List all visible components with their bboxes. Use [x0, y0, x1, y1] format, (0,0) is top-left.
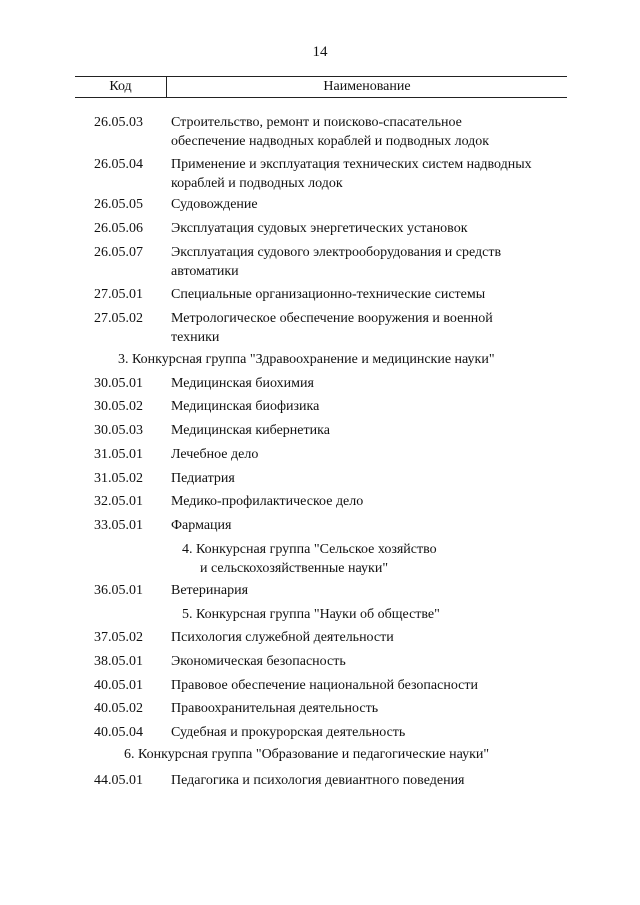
specialty-name-line: кораблей и подводных лодок [171, 176, 343, 191]
specialty-name-line: Ветеринария [171, 583, 249, 598]
header-name: Наименование [323, 79, 411, 94]
specialty-name [171, 516, 571, 535]
specialty-name-line: Педиатрия [171, 471, 235, 486]
specialty-name-line: Специальные организационно-технические системы [171, 287, 486, 302]
specialty-code: 27.05.02 [94, 311, 143, 326]
specialty-name-line: Медицинская биофизика [171, 399, 320, 414]
group-heading-line: 6. Конкурсная группа "Образование и педагогические науки" [124, 747, 490, 762]
specialty-name-line: Применение и эксплуатация технических систем надводных [171, 157, 532, 172]
specialty-code: 26.05.06 [94, 221, 143, 236]
specialty-name-line: Эксплуатация судового электрооборудования и средств [171, 245, 502, 260]
specialty-name-line: Судовождение [171, 197, 258, 212]
specialty-name [171, 723, 571, 742]
specialty-code: 31.05.02 [94, 471, 143, 486]
specialty-name [171, 374, 571, 393]
specialty-code: 26.05.03 [94, 115, 143, 130]
specialty-name-line: обеспечение надводных кораблей и подводных лодок [171, 134, 490, 149]
specialty-code: 27.05.01 [94, 287, 143, 302]
specialty-name-line: Судебная и прокурорская деятельность [171, 725, 406, 740]
group-heading-line: 4. Конкурсная группа "Сельское хозяйство [182, 542, 437, 557]
specialty-name-line: Медико-профилактическое дело [171, 494, 364, 509]
specialty-name [171, 195, 571, 214]
specialty-code: 40.05.01 [94, 678, 143, 693]
specialty-code: 26.05.07 [94, 245, 143, 260]
page-number: 14 [312, 44, 328, 60]
group-heading [118, 350, 495, 369]
specialty-name-line: Медицинская биохимия [171, 376, 314, 391]
group-heading-line: 5. Конкурсная группа "Науки об обществе" [182, 607, 440, 622]
specialty-name [171, 243, 571, 281]
specialty-code: 33.05.01 [94, 518, 143, 533]
specialty-name [171, 771, 571, 790]
specialty-name [171, 628, 571, 647]
specialty-name-line: Лечебное дело [171, 447, 259, 462]
header-code: Код [109, 79, 132, 94]
specialty-code: 44.05.01 [94, 773, 143, 788]
specialty-code: 40.05.04 [94, 725, 143, 740]
specialty-code: 37.05.02 [94, 630, 143, 645]
specialty-name-line: Строительство, ремонт и поисково-спасательное [171, 115, 462, 130]
group-heading [124, 745, 489, 764]
specialty-code: 36.05.01 [94, 583, 143, 598]
specialty-name-line: Правовое обеспечение национальной безопасности [171, 678, 478, 693]
specialty-code: 31.05.01 [94, 447, 143, 462]
specialty-code: 26.05.04 [94, 157, 143, 172]
specialty-code: 30.05.02 [94, 399, 143, 414]
specialty-name [171, 492, 571, 511]
specialty-name [171, 155, 571, 193]
specialty-name [171, 397, 571, 416]
group-heading [182, 540, 437, 578]
specialty-name-line: Психология служебной деятельности [171, 630, 394, 645]
specialty-name [171, 421, 571, 440]
specialty-name-line: Экономическая безопасность [171, 654, 346, 669]
specialty-name [171, 309, 571, 347]
specialty-code: 30.05.03 [94, 423, 143, 438]
specialty-name [171, 469, 571, 488]
specialty-name [171, 445, 571, 464]
specialty-name-line: Медицинская кибернетика [171, 423, 330, 438]
specialty-name [171, 652, 571, 671]
specialty-code: 30.05.01 [94, 376, 143, 391]
specialty-name-line: Метрологическое обеспечение вооружения и военной [171, 311, 493, 326]
specialty-code: 38.05.01 [94, 654, 143, 669]
specialty-code: 40.05.02 [94, 701, 143, 716]
table-header [75, 76, 567, 98]
group-heading-line: и сельскохозяйственные науки" [200, 561, 389, 576]
specialty-name-line: Фармация [171, 518, 232, 533]
specialty-name [171, 219, 571, 238]
specialty-name [171, 676, 571, 695]
group-heading [182, 605, 440, 624]
specialty-name-line: Педагогика и психология девиантного поведения [171, 773, 465, 788]
specialty-code: 32.05.01 [94, 494, 143, 509]
specialty-name-line: автоматики [171, 264, 239, 279]
specialty-code: 26.05.05 [94, 197, 143, 212]
specialty-name-line: Правоохранительная деятельность [171, 701, 379, 716]
specialty-name [171, 285, 571, 304]
group-heading-line: 3. Конкурсная группа "Здравоохранение и медицинские науки" [118, 352, 495, 367]
specialty-name-line: Эксплуатация судовых энергетических установок [171, 221, 468, 236]
specialty-name [171, 113, 571, 151]
specialty-name [171, 581, 571, 600]
specialty-name-line: техники [171, 330, 220, 345]
specialty-name [171, 699, 571, 718]
